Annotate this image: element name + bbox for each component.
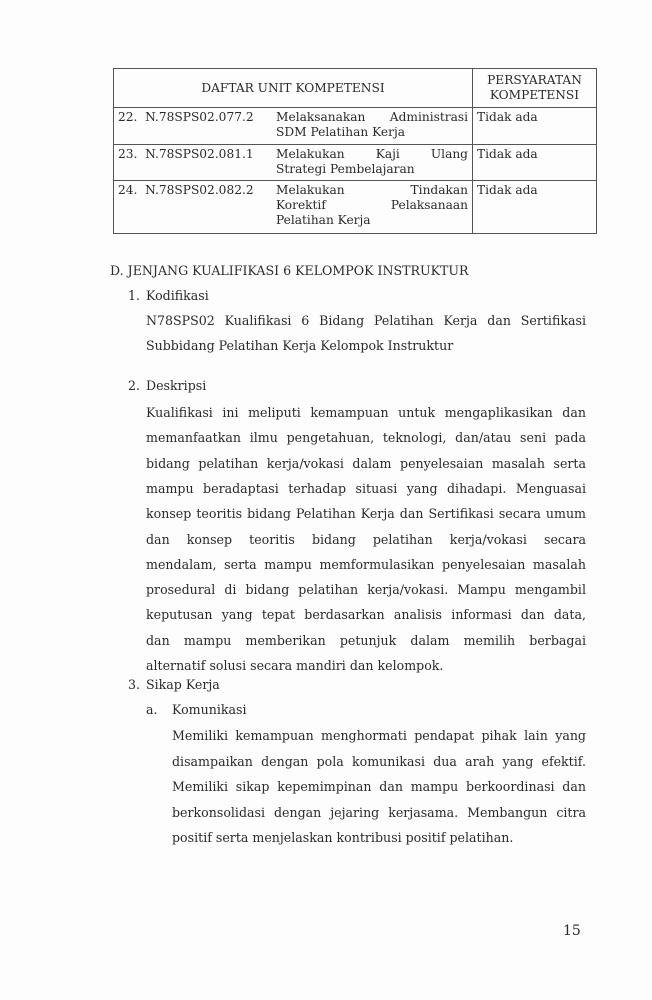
header-requirement: PERSYARATAN KOMPETENSI xyxy=(473,69,597,108)
text-line: N78SPS02 Kualifikasi 6 Bidang Pelatihan Kerja dan Sertifikasi xyxy=(146,313,586,328)
text-line: bidang pelatihan kerja/vokasi dalam penyelesaian masalah serta xyxy=(146,455,586,471)
text-line: prosedural di bidang pelatihan kerja/vokasi. Mampu mengambil xyxy=(146,582,586,598)
text-line: keputusan yang tepat berdasarkan analisis informasi dan data, xyxy=(146,607,586,623)
text-line: memanfaatkan ilmu pengetahuan, teknologi, dan/atau seni pada xyxy=(146,430,586,446)
text-line: mampu beradaptasi terhadap situasi yang dihadapi. Menguasai xyxy=(146,480,586,496)
text-line: alternatif solusi secara mandiri dan kelompok. xyxy=(146,658,444,673)
sub-letter: a. xyxy=(146,702,158,717)
text-line: dan konsep teoritis bidang pelatihan kerja/vokasi secara xyxy=(146,531,586,547)
sikap-title: Sikap Kerja xyxy=(146,677,220,692)
komunikasi-title: Komunikasi xyxy=(172,702,247,717)
section-heading: D. JENJANG KUALIFIKASI 6 KELOMPOK INSTRUKTUR xyxy=(110,263,469,278)
item-number: 3. xyxy=(128,677,141,692)
text-line: berkonsolidasi dengan jejaring kerjasama. Membangun citra xyxy=(172,804,586,820)
text-line: mendalam, serta mampu memformulasikan penyelesaian masalah xyxy=(146,556,586,572)
text-line: disampaikan dengan pola komunikasi dua arah yang efektif. xyxy=(172,753,586,769)
text-line: Subbidang Pelatihan Kerja Kelompok Instruktur xyxy=(146,338,454,353)
text-line: dan mampu memberikan petunjuk dalam memilih berbagai xyxy=(146,632,586,648)
page-number: 15 xyxy=(563,923,581,939)
kodifikasi-title: Kodifikasi xyxy=(146,288,209,303)
table-row: 23. N.78SPS02.081.1 Melakukan Kaji Ulang Strategi Pembelajaran Tidak ada xyxy=(114,145,597,181)
table-header xyxy=(114,69,597,108)
header-unit: DAFTAR UNIT KOMPETENSI xyxy=(114,69,473,108)
table-row: 24. N.78SPS02.082.2 Melakukan Tindakan Korektif Pelaksanaan Pelatihan Kerja Tidak ada xyxy=(114,181,597,234)
text-line: Memiliki kemampuan menghormati pendapat pihak lain yang xyxy=(172,728,586,743)
deskripsi-title: Deskripsi xyxy=(146,378,207,393)
text-line: Memiliki sikap kepemimpinan dan mampu berkoordinasi dan xyxy=(172,779,586,794)
competency-table xyxy=(113,68,597,234)
item-number: 2. xyxy=(128,378,141,393)
item-number: 1. xyxy=(128,288,141,303)
text-line: Kualifikasi ini meliputi kemampuan untuk mengaplikasikan dan xyxy=(146,405,586,420)
table-row: 22. N.78SPS02.077.2 Melaksanakan Administrasi SDM Pelatihan Kerja Tidak ada xyxy=(114,108,597,145)
text-line: positif serta menjelaskan kontribusi positif pelatihan. xyxy=(172,830,514,845)
text-line: konsep teoritis bidang Pelatihan Kerja dan Sertifikasi secara umum xyxy=(146,506,586,522)
